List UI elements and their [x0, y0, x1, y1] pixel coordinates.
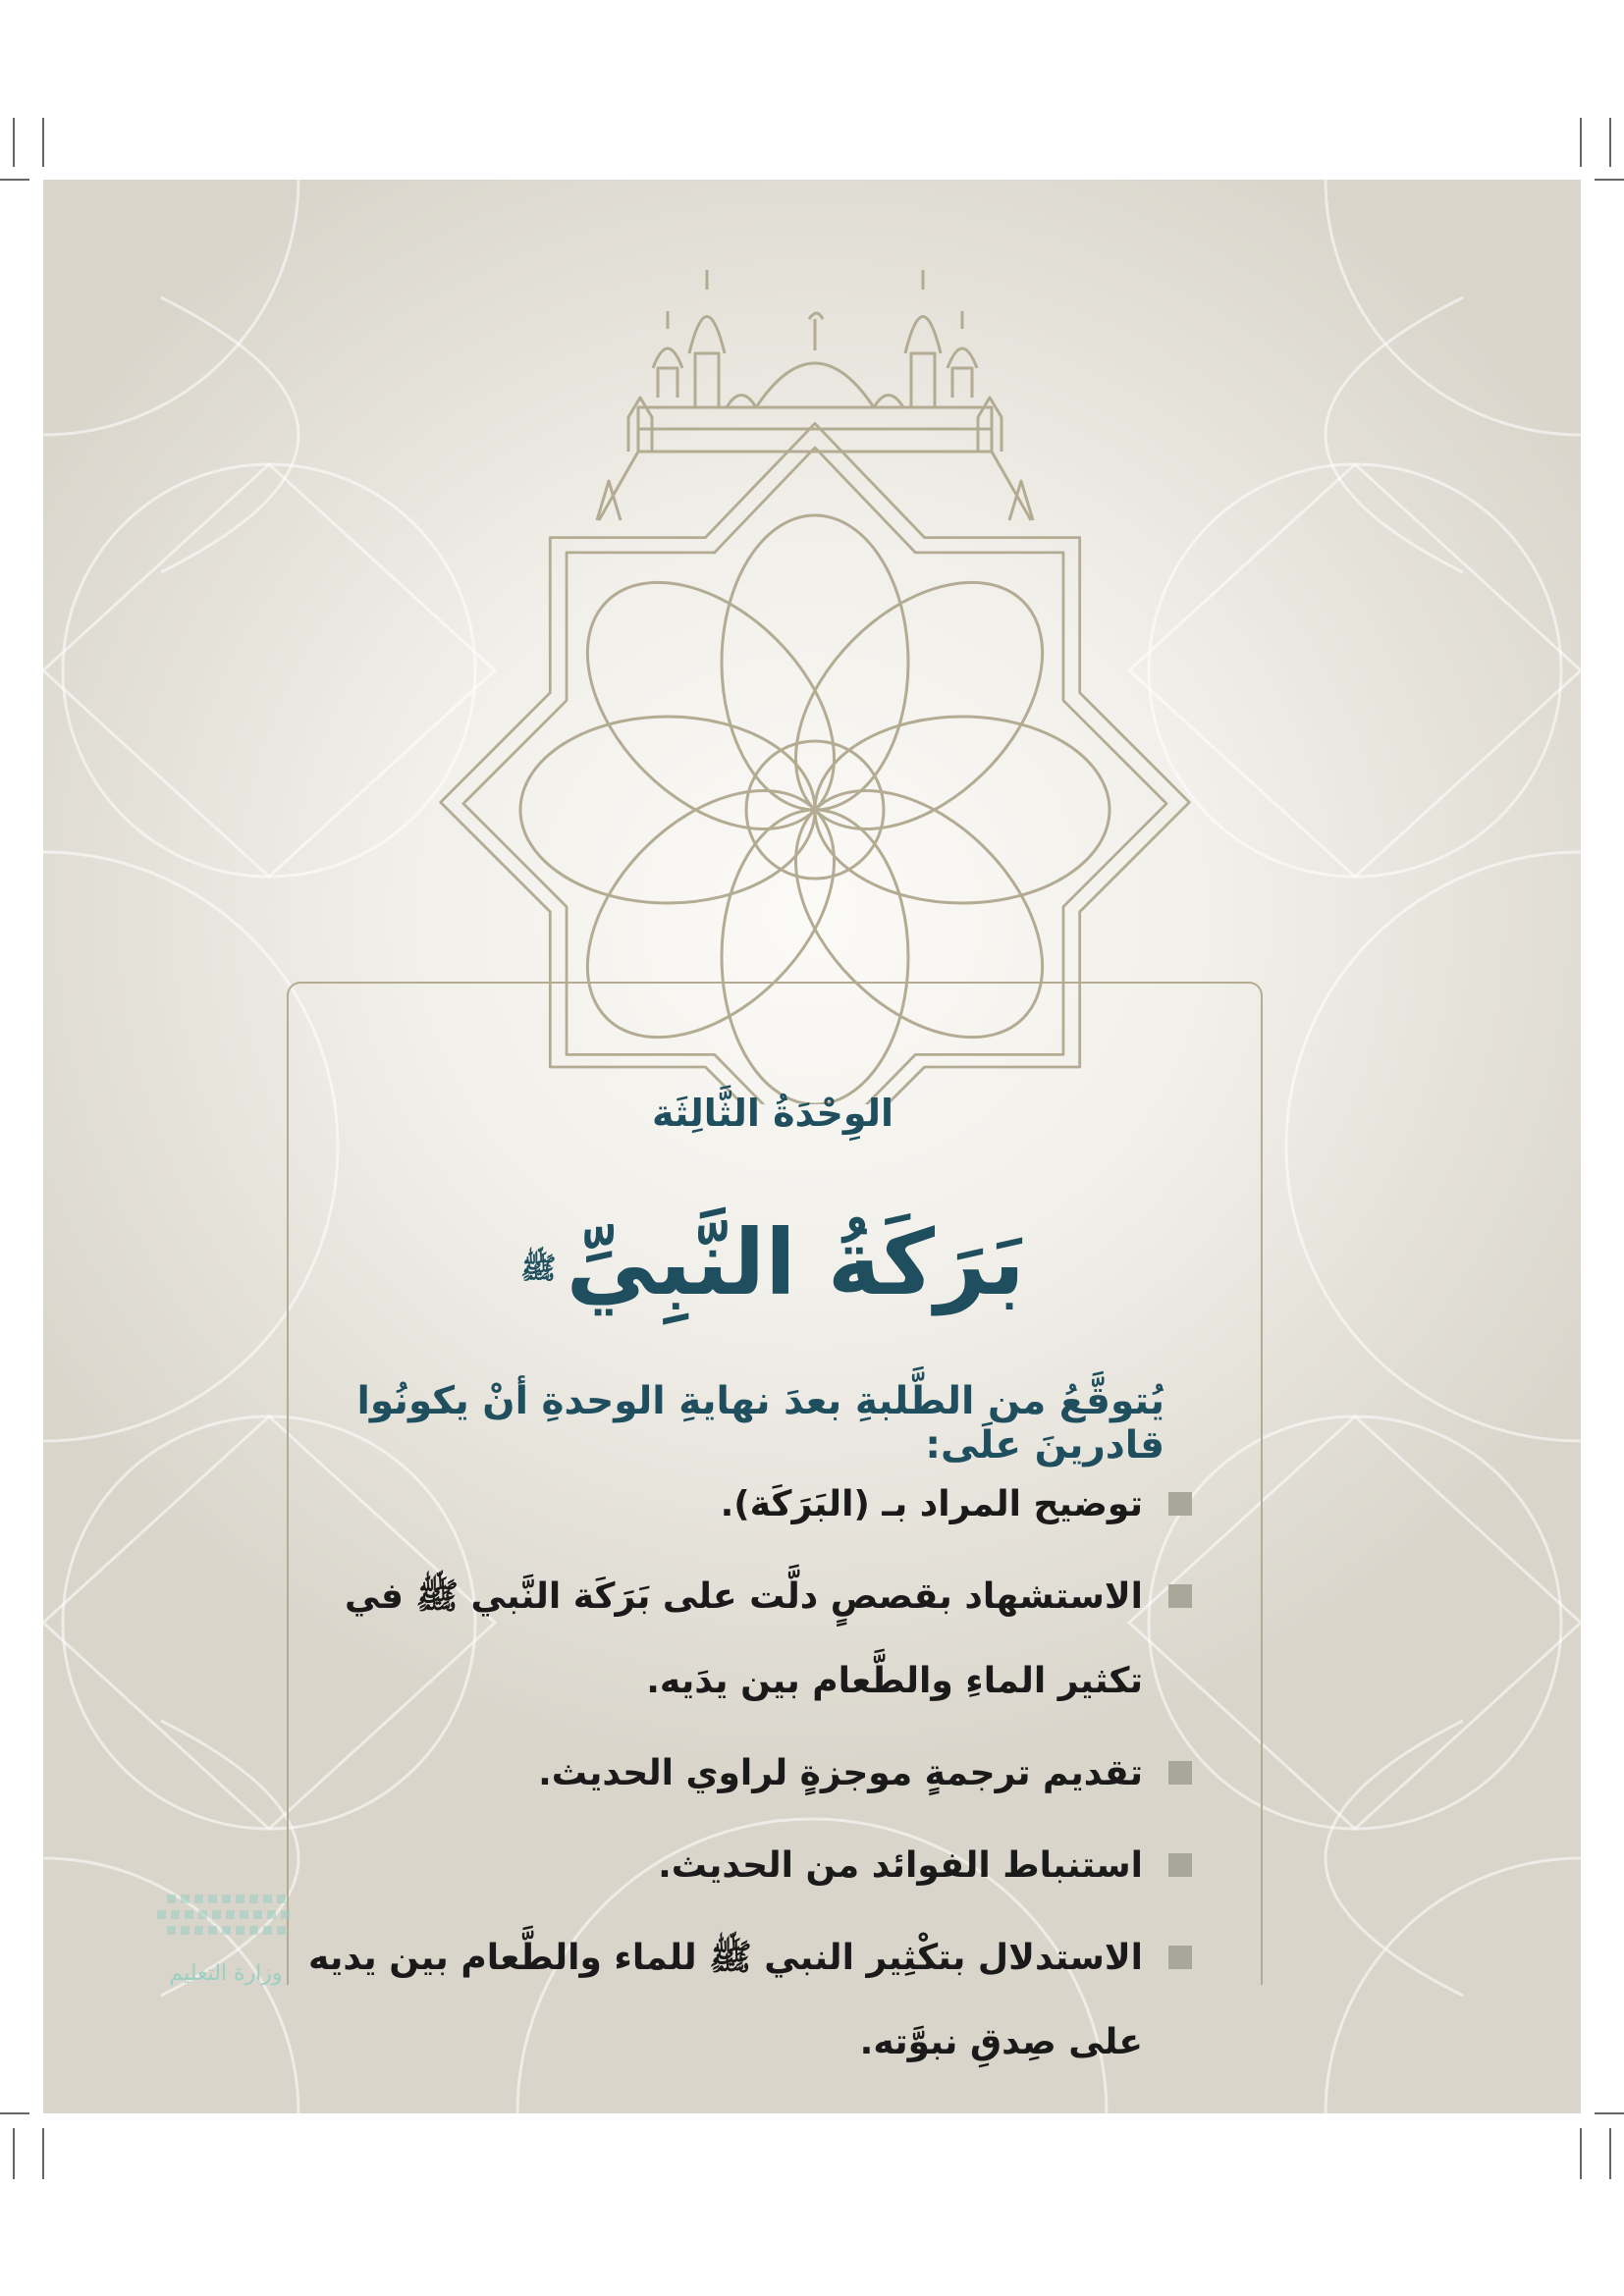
objective-item [308, 1824, 1192, 1908]
square-bullet-icon [1168, 1492, 1192, 1516]
square-bullet-icon [1168, 1584, 1192, 1608]
salawat-glyph: ﷺ [520, 1251, 557, 1286]
ministry-watermark-text: وزارة التعليم [169, 1961, 283, 1986]
square-bullet-icon [1168, 1761, 1192, 1785]
mosque-star-ornament [432, 260, 1198, 1104]
objective-text: تقديم ترجمةٍ موجزةٍ لراوي الحديث. [538, 1753, 1143, 1793]
objective-text: الاستشهاد بقصصٍ دلَّت على بَرَكَة النَّبي ﷺ في تكثير الماءِ والطَّعام بين يدَيه. [344, 1576, 1143, 1701]
unit-title-text: بَرَكَةُ النَّبِيِّ [566, 1210, 1025, 1315]
objective-item [308, 1463, 1192, 1547]
unit-title [287, 1209, 1259, 1317]
objective-item [308, 1555, 1192, 1724]
objectives-intro: يُتوقَّعُ من الطَّلبةِ بعدَ نهايةِ الوحدةِ أنْ يكونُوا قادرينَ علَى: [356, 1379, 1164, 1468]
unit-label: الوِحْدَةُ الثَّالِثَة [651, 1092, 894, 1135]
mosque-icon [597, 270, 1033, 520]
objective-item [308, 1916, 1192, 2085]
objectives-list [308, 1463, 1192, 2093]
square-bullet-icon [1168, 1853, 1192, 1877]
square-bullet-icon [1168, 1946, 1192, 1969]
objective-text: الاستدلال بتكْثِير النبي ﷺ للماء والطَّعام بين يديه على صِدقِ نبوَّته. [308, 1938, 1143, 2062]
objective-item [308, 1732, 1192, 1816]
objective-text: توضيح المراد بـ (البَرَكَة). [720, 1484, 1143, 1524]
objective-text: استنباط الفوائد من الحديث. [658, 1845, 1143, 1886]
